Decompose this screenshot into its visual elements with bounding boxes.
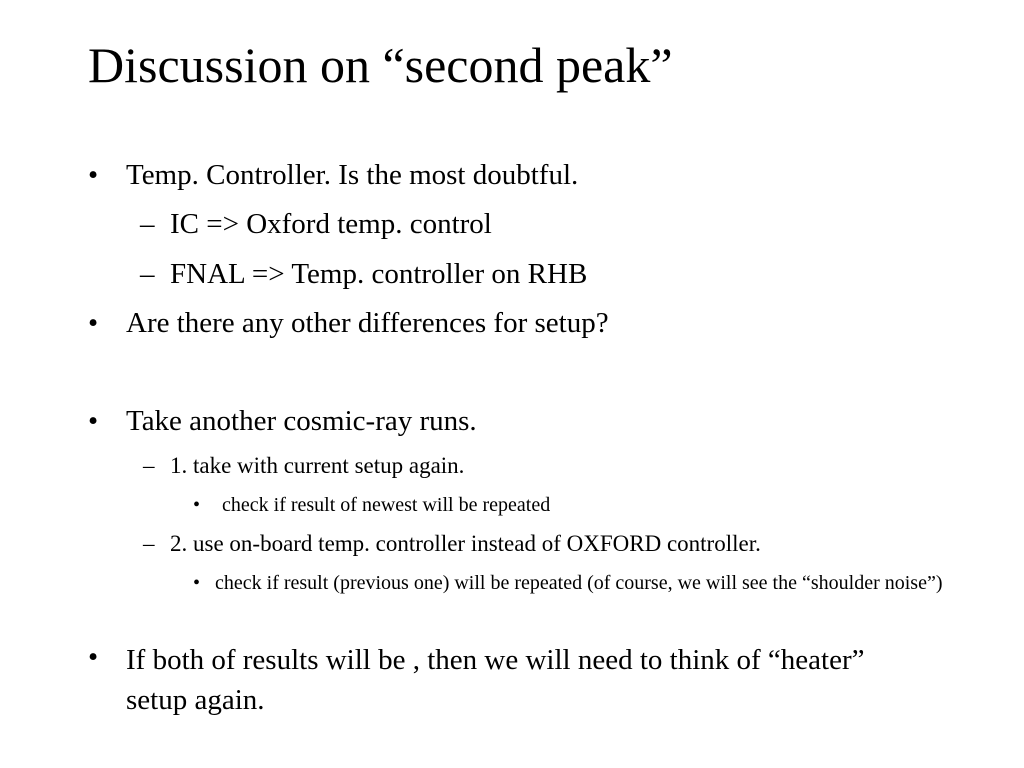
dash-marker: – [140,208,155,240]
sub-item: FNAL => Temp. controller on RHB [170,258,588,290]
bullet-item: Take another cosmic-ray runs. [126,405,477,437]
bullet-marker: • [193,572,201,594]
bullet-item: If both of results will be , then we will need to think of “heater” setup again. [126,644,865,716]
bullet-marker: • [88,307,99,339]
sub-sub-item: check if result of newest will be repeated [222,494,551,516]
dash-marker: – [143,531,155,556]
sub-item: 1. take with current setup again. [170,453,465,478]
sub-sub-item: check if result (previous one) will be repeated (of course, we will see the “shoulder noise”) [215,572,943,594]
bullet-marker: • [88,159,99,191]
bullet-item: Are there any other differences for setup? [126,307,609,339]
dash-marker: – [143,453,155,478]
bullet-item: Temp. Controller. Is the most doubtful. [126,159,579,191]
slide-title: Discussion on “second peak” [88,37,673,93]
sub-item: IC => Oxford temp. control [170,208,492,240]
bullet-marker: • [88,405,99,437]
sub-item: 2. use on-board temp. controller instead of OXFORD controller. [170,531,761,556]
bullet-marker: • [193,494,201,516]
bullet-marker: • [88,641,99,673]
dash-marker: – [140,258,155,290]
